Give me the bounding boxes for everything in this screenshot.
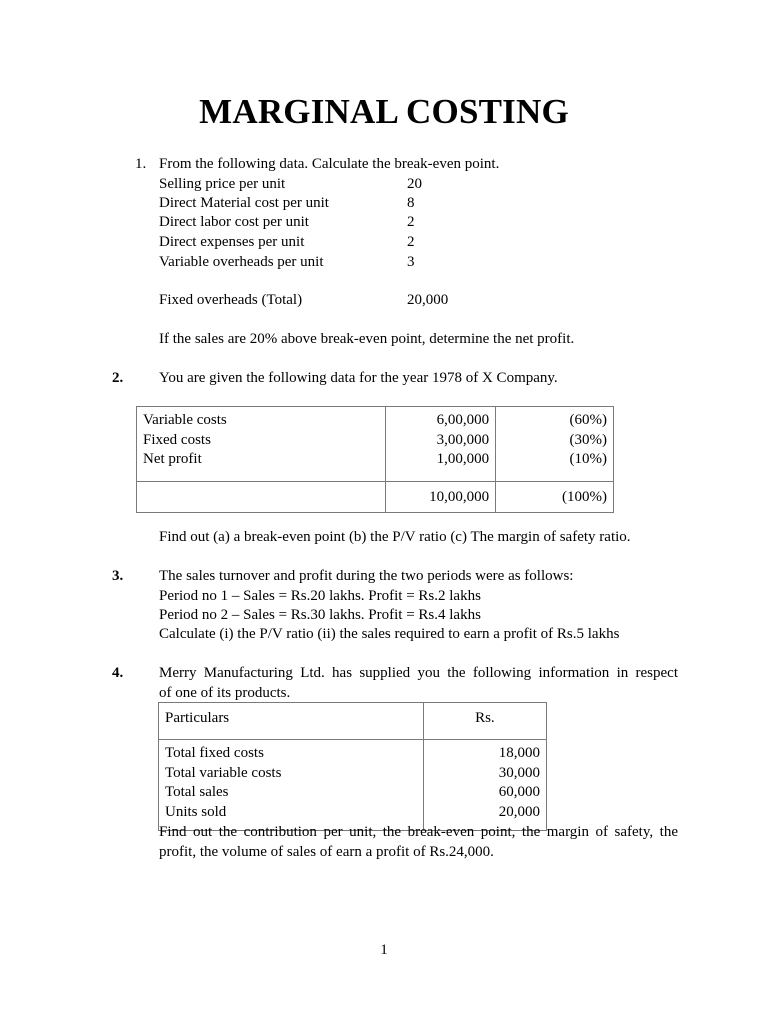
question-text: Find out the contribution per unit, the break-even point, the margin of safety, the	[159, 824, 678, 840]
question-text: If the sales are 20% above break-even point, determine the net profit.	[159, 331, 575, 347]
question-number: 4.	[112, 665, 124, 681]
table-cell-labels	[159, 740, 424, 831]
data-value: 20,000	[407, 292, 449, 308]
question-line: The sales turnover and profit during the two periods were as follows:	[159, 568, 574, 584]
table-cell: Total variable costs	[165, 764, 282, 781]
question-line: Period no 2 – Sales = Rs.30 lakhs. Profit = Rs.4 lakhs	[159, 607, 481, 623]
table-cell: 18,000	[498, 745, 540, 761]
table-header-cell: Particulars	[165, 710, 230, 726]
data-value: 2	[407, 234, 415, 250]
table-cell: Net profit	[143, 451, 202, 467]
table-cell: (10%)	[569, 451, 607, 467]
data-value: 20	[407, 176, 422, 192]
question-number: 1.	[135, 156, 147, 172]
product-info-table	[158, 702, 547, 831]
table-cell: 1,00,000	[436, 451, 490, 467]
table-cell: 3,00,000	[436, 431, 490, 448]
data-value: 2	[407, 214, 415, 230]
page-title: MARGINAL COSTING	[199, 92, 569, 131]
question-prompt: You are given the following data for the year 1978 of X Company.	[159, 370, 558, 386]
table-cell	[137, 482, 386, 513]
data-label: Variable overheads per unit	[159, 254, 324, 270]
cost-data-table	[136, 406, 614, 513]
table-cell: Total fixed costs	[165, 745, 264, 761]
question-prompt: of one of its products.	[159, 685, 291, 701]
data-label: Fixed overheads (Total)	[159, 292, 303, 308]
table-cell: 30,000	[498, 764, 540, 781]
table-cell: Units sold	[165, 803, 227, 820]
table-header-rs	[423, 703, 546, 740]
data-value: 8	[407, 195, 415, 211]
data-label: Direct labor cost per unit	[159, 214, 309, 230]
data-label: Direct expenses per unit	[159, 234, 305, 250]
table-cell: (60%)	[569, 412, 607, 428]
question-line: Calculate (i) the P/V ratio (ii) the sales required to earn a profit of Rs.5 lakhs	[159, 626, 620, 642]
question-prompt: From the following data. Calculate the break-even point.	[159, 156, 500, 172]
data-label: Direct Material cost per unit	[159, 195, 329, 211]
question-text: Find out (a) a break-even point (b) the P/V ratio (c) The margin of safety ratio.	[159, 529, 631, 545]
table-cell: Fixed costs	[143, 431, 211, 448]
table-header-cell: Rs.	[475, 710, 495, 726]
table-cell: 60,000	[498, 784, 540, 800]
question-number: 2.	[112, 370, 124, 386]
data-label: Selling price per unit	[159, 176, 286, 192]
table-cell-total-percent: (100%)	[496, 482, 614, 513]
table-cell: 6,00,000	[436, 412, 490, 428]
table-header-particulars	[159, 703, 424, 740]
table-cell-amounts	[385, 407, 495, 482]
question-line: Period no 1 – Sales = Rs.20 lakhs. Profit = Rs.2 lakhs	[159, 588, 481, 604]
table-cell: 20,000	[498, 803, 540, 820]
table-cell-labels	[137, 407, 386, 482]
table-cell: (30%)	[569, 431, 607, 448]
question-prompt: Merry Manufacturing Ltd. has supplied you the following information in respect	[159, 665, 678, 681]
table-cell-total-amount: 10,00,000	[385, 482, 495, 513]
table-cell-values	[423, 740, 546, 831]
table-cell-percents	[496, 407, 614, 482]
question-number: 3.	[112, 568, 124, 584]
data-value: 3	[407, 254, 415, 270]
table-cell: Variable costs	[143, 412, 227, 428]
page-number: 1	[380, 942, 388, 958]
question-text: profit, the volume of sales of earn a profit of Rs.24,000.	[159, 844, 494, 860]
table-cell: Total sales	[165, 784, 229, 800]
